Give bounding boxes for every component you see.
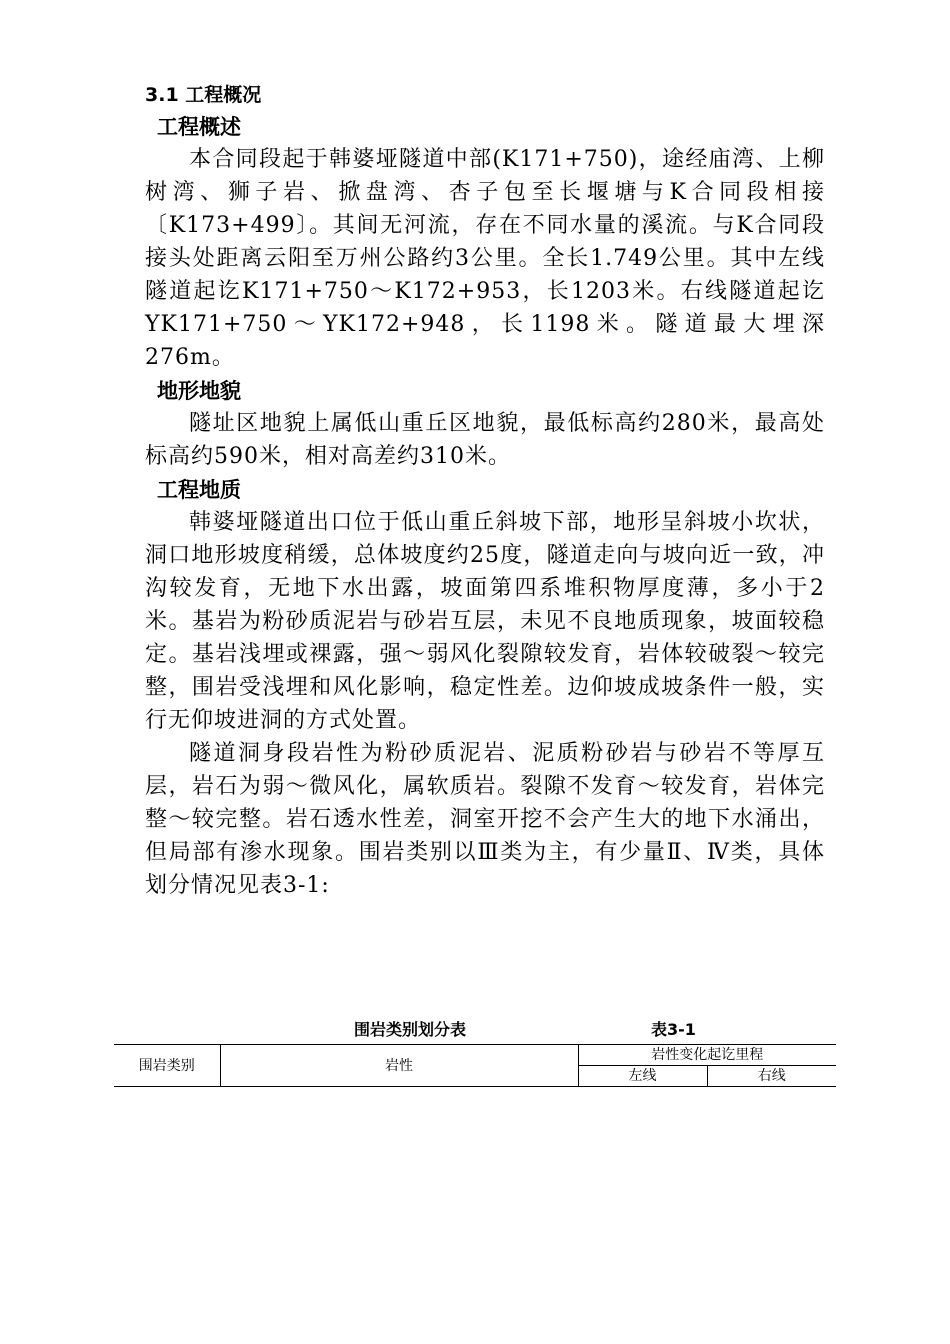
paragraph-landform: 隧址区地貌上属低山重丘区地貌，最低标高约280米，最高处标高约590米，相对高差约310米。 bbox=[145, 411, 825, 469]
subsection-heading-geology: 工程地质 bbox=[157, 477, 241, 502]
subsection-heading-overview: 工程概述 bbox=[157, 114, 241, 139]
table-header-row bbox=[114, 1045, 836, 1066]
table-caption bbox=[0, 1018, 950, 1042]
header-lithology: 岩性 bbox=[220, 1045, 578, 1087]
document-body bbox=[145, 80, 825, 902]
paragraph-overview: 本合同段起于韩婆垭隧道中部(K171+750)，途经庙湾、上柳树湾、狮子岩、掀盘湾、杏子包至长堰塘与K合同段相接〔K173+499〕。其间无河流，存在不同水量的溪流。与K合同段接头处距离云阳至万州公路约3公里。全长1.749公里。其中左线隧道起讫K171+750～K172+953，长1203米。右线隧道起讫YK171+750～YK172+948，长1198米。隧道最大埋深276m。 bbox=[145, 147, 825, 370]
header-right-line: 右线 bbox=[707, 1066, 836, 1087]
paragraph-geology-body: 隧道洞身段岩性为粉砂质泥岩、泥质粉砂岩与砂岩不等厚互层，岩石为弱～微风化，属软质岩。裂隙不发育～较发育，岩体完整～较完整。岩石透水性差，洞室开挖不会产生大的地下水涌出，但局部有渗水现象。围岩类别以Ⅲ类为主，有少量Ⅱ、Ⅳ类，具体划分情况见表3-1: bbox=[145, 741, 825, 898]
section-number: 3.1 bbox=[145, 84, 179, 106]
section-heading bbox=[145, 80, 825, 110]
header-mileage-group: 岩性变化起讫里程 bbox=[578, 1045, 836, 1066]
paragraph-geology-portal: 韩婆垭隧道出口位于低山重丘斜坡下部，地形呈斜坡小坎状，洞口地形坡度稍缓，总体坡度约25度，隧道走向与坡向近一致，冲沟较发育，无地下水出露，坡面第四系堆积物厚度薄，多小于2米。基岩为粉砂质泥岩与砂岩互层，未见不良地质现象，坡面较稳定。基岩浅埋或裸露，强～弱风化裂隙较发育，岩体较破裂～较完整，围岩受浅埋和风化影响，稳定性差。边仰坡成坡条件一般，实行无仰坡进洞的方式处置。 bbox=[145, 510, 825, 733]
table-caption-title: 围岩类别划分表 bbox=[354, 1020, 467, 1039]
table-caption-number: 表3-1 bbox=[651, 1020, 696, 1039]
section-title: 工程概况 bbox=[185, 84, 262, 106]
subsection-heading-landform: 地形地貌 bbox=[157, 378, 241, 403]
header-left-line: 左线 bbox=[578, 1066, 707, 1087]
rock-class-table bbox=[114, 1044, 836, 1087]
header-rock-class: 围岩类别 bbox=[114, 1045, 220, 1087]
